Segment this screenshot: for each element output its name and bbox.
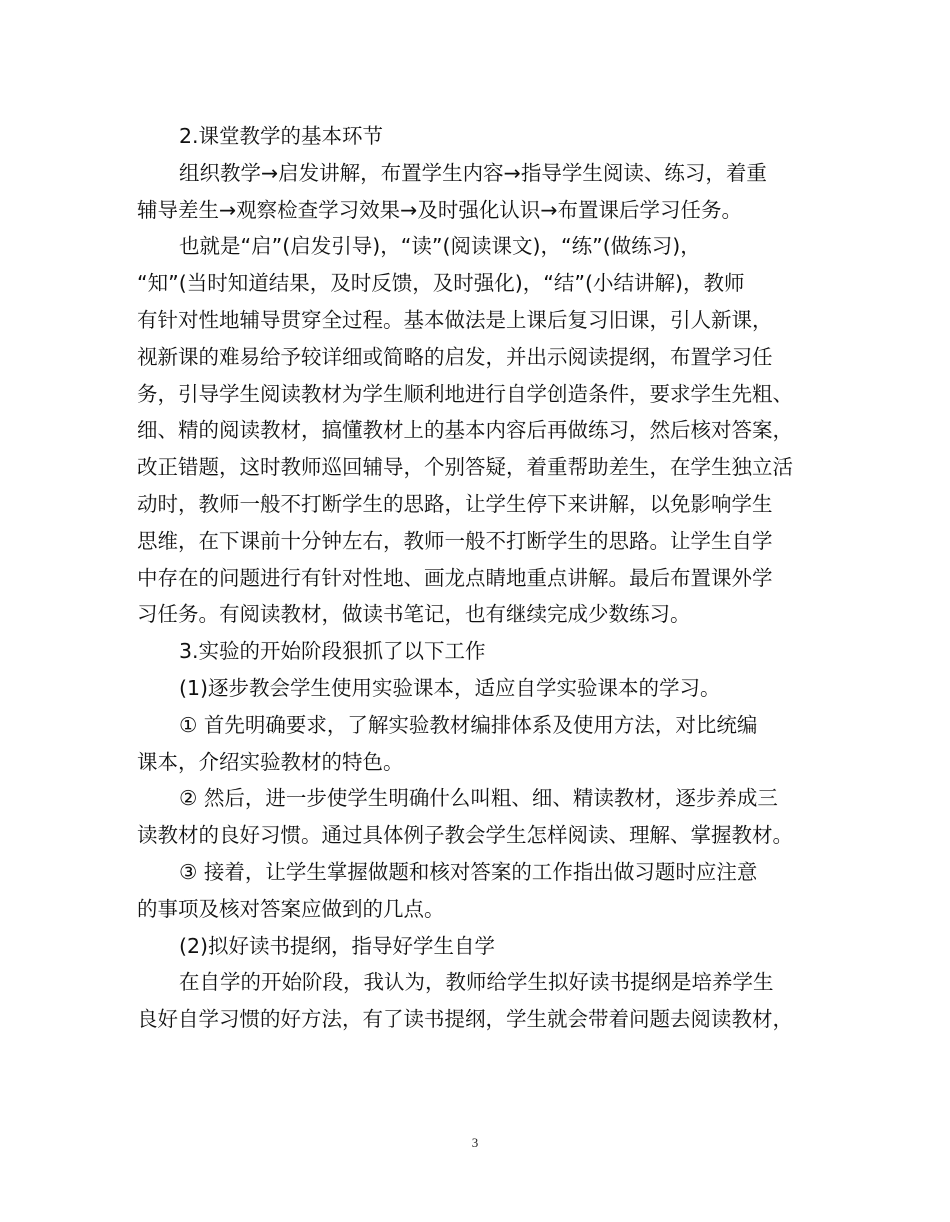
text-line: 视新课的难易给予较详细或简略的启发，并出示阅读提纲，布置学习任: [137, 344, 773, 369]
text-line: 在自学的开始阶段，我认为，教师给学生拟好读书提纲是培养学生: [179, 970, 774, 995]
text-line: 细、精的阅读教材，搞懂教材上的基本内容后再做练习，然后核对答案，: [137, 418, 793, 443]
text-line: 思维，在下课前十分钟左右，教师一般不打断学生的思路。让学生自学: [137, 528, 773, 553]
body-text: [137, 118, 817, 1038]
text-line: 改正错题，这时教师巡回辅导，个别答疑，着重帮助差生，在学生独立活: [137, 455, 793, 480]
text-line: (2)拟好读书提纲，指导好学生自学: [179, 933, 496, 958]
text-line: ② 然后，进一步使学生明确什么叫粗、细、精读教材，逐步养成三: [179, 786, 778, 811]
text-line: 务，引导学生阅读教材为学生顺利地进行自学创造条件，要求学生先粗、: [137, 381, 793, 406]
text-line: 也就是“启”(启发引导)，“读”(阅读课文)，“练”(做练习)，: [179, 234, 701, 259]
text-line: “知”(当时知道结果，及时反馈，及时强化)，“结”(小结讲解)，教师: [137, 271, 745, 296]
text-line: 动时，教师一般不打断学生的思路，让学生停下来讲解，以免影响学生: [137, 491, 773, 516]
page-number: 3: [471, 1135, 479, 1150]
text-line: 辅导差生→观察检查学习效果→及时强化认识→布置课后学习任务。: [137, 197, 743, 222]
text-line: 读教材的良好习惯。通过具体例子教会学生怎样阅读、理解、掌握教材。: [137, 823, 793, 848]
text-line: 良好自学习惯的好方法，有了读书提纲，学生就会带着问题去阅读教材，: [137, 1007, 793, 1032]
text-line: (1)逐步教会学生使用实验课本，适应自学实验课本的学习。: [179, 675, 721, 700]
text-line: 有针对性地辅导贯穿全过程。基本做法是上课后复习旧课，引人新课，: [137, 307, 773, 332]
text-line: 中存在的问题进行有针对性地、画龙点睛地重点讲解。最后布置课外学: [137, 565, 773, 590]
text-line: ① 首先明确要求，了解实验教材编排体系及使用方法，对比统编: [179, 712, 758, 737]
text-line: 组织教学→启发讲解，布置学生内容→指导学生阅读、练习，着重: [179, 160, 767, 185]
text-line: 课本，介绍实验教材的特色。: [137, 749, 404, 774]
text-line: 2.课堂教学的基本环节: [179, 124, 384, 148]
text-line: 的事项及核对答案应做到的几点。: [137, 896, 445, 921]
text-line: 习任务。有阅读教材，做读书笔记，也有继续完成少数练习。: [137, 602, 691, 627]
text-line: 3.实验的开始阶段狠抓了以下工作: [179, 639, 486, 664]
text-line: ③ 接着，让学生掌握做题和核对答案的工作指出做习题时应注意: [179, 859, 758, 884]
